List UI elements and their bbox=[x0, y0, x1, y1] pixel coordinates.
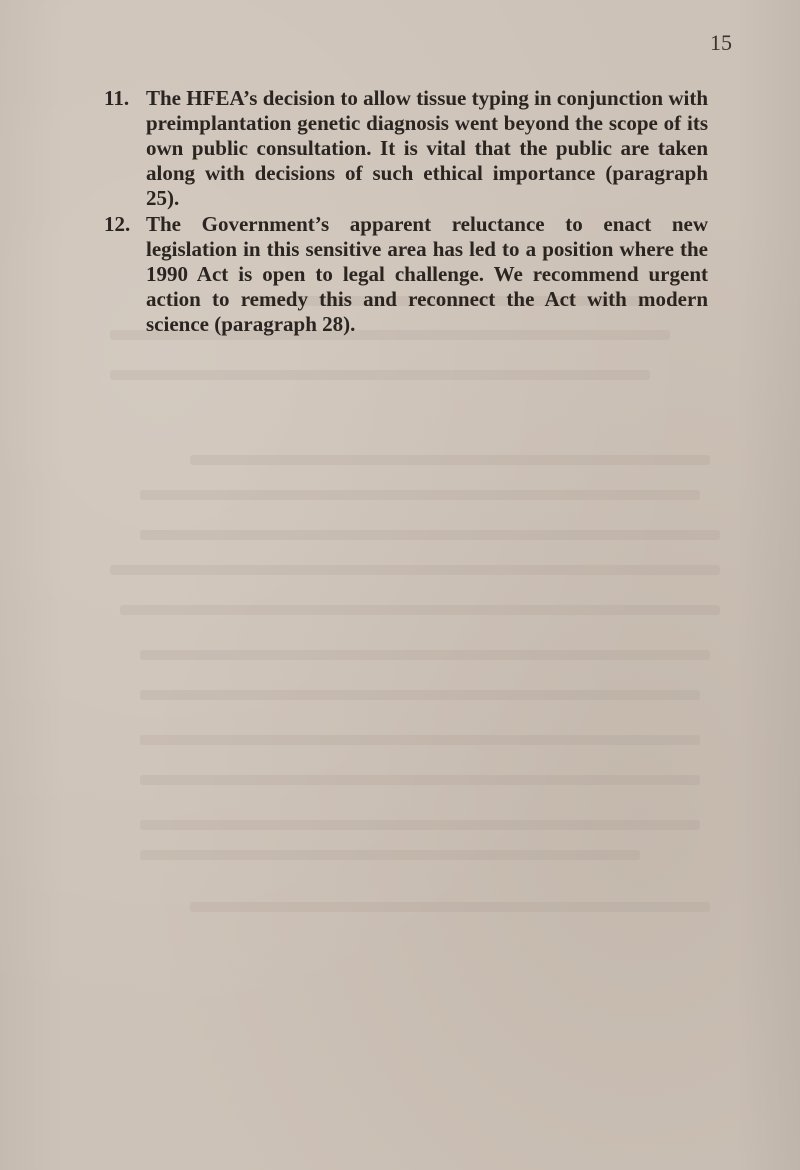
recommendation-text: The HFEA’s decision to allow tissue typing in conjunction with preimplantation genetic diagnosis went beyond the scope of its own public consultation. It is vital that the public are taken along with decisions of such ethical importance (paragraph 25). bbox=[146, 86, 708, 210]
recommendation-number: 11. bbox=[104, 86, 130, 110]
recommendation-item bbox=[104, 86, 708, 211]
recommendation-text: The Government’s apparent reluctance to enact new legislation in this sensitive area has led to a position where the 1990 Act is open to legal challenge. We recommend urgent action to remedy this and reconnect the Act with modern science (paragraph 28). bbox=[146, 212, 708, 336]
recommendation-number: 12. bbox=[104, 212, 131, 236]
recommendation-item bbox=[104, 212, 708, 337]
page-number: 15 bbox=[710, 30, 732, 55]
